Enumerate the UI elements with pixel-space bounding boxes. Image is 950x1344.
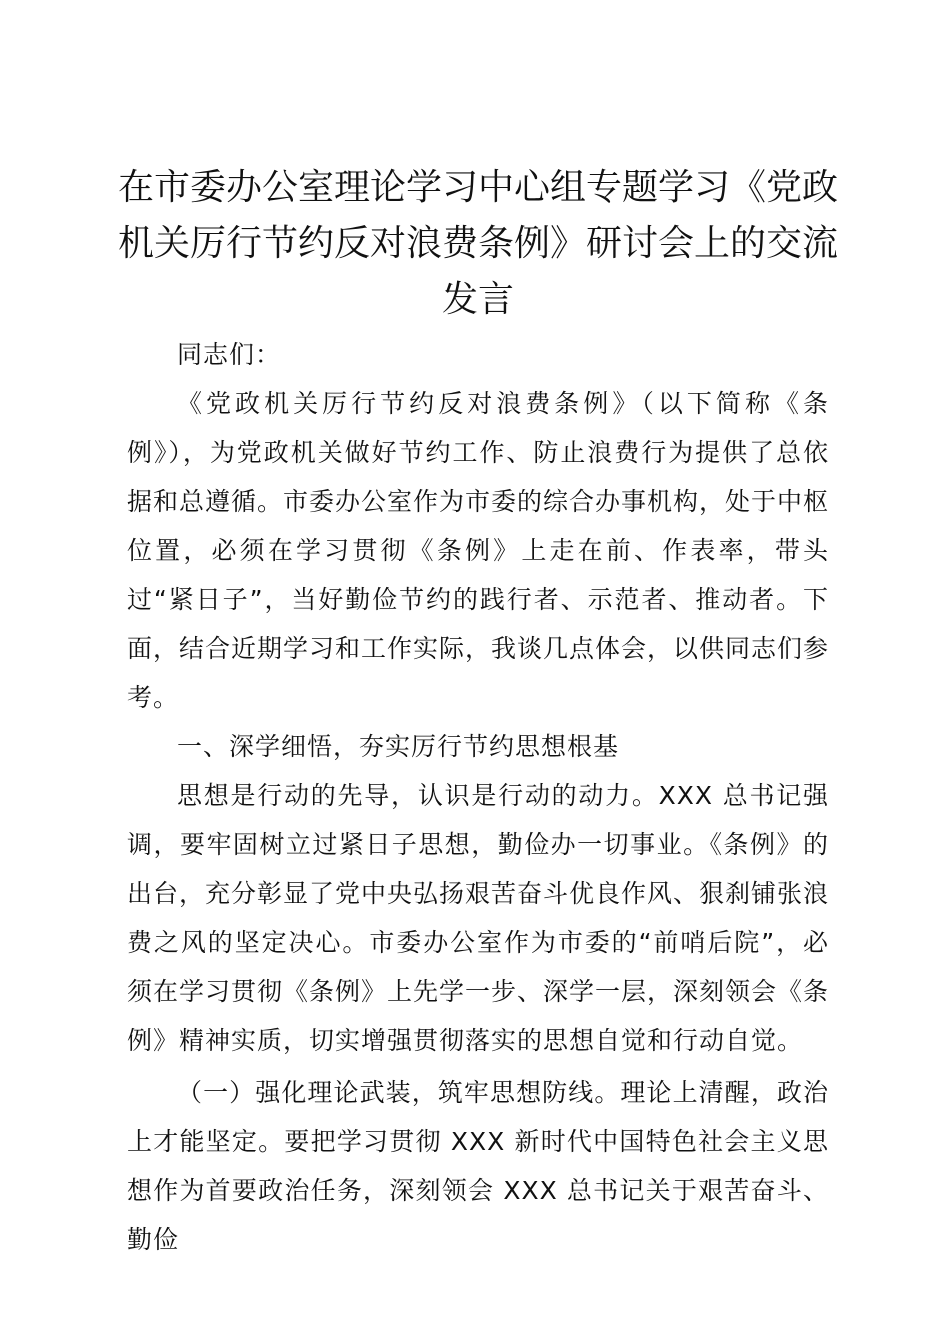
document-body <box>127 330 829 1264</box>
subsection-1-paragraph: （一）强化理论武装，筑牢思想防线。理论上清醒，政治上才能坚定。要把学习贯彻 XXX 新时代中国特色社会主义思想作为首要政治任务，深刻领会 XXX 总书记关于艰苦奋斗、勤俭 <box>127 1078 829 1254</box>
section-1-paragraph: 思想是行动的先导，认识是行动的动力。XXX 总书记强调，要牢固树立过紧日子思想，勤俭办一切事业。《条例》的出台，充分彰显了党中央弘扬艰苦奋斗优良作风、狠刹铺张浪费之风的坚定决心。市委办公室作为市委的“前哨后院”，必须在学习贯彻《条例》上先学一步、深学一层，深刻领会《条例》精神实质，切实增强贯彻落实的思想自觉和行动自觉。 <box>127 781 830 1055</box>
document-title: 在市委办公室理论学习中心组专题学习《党政机关厉行节约反对浪费条例》研讨会上的交流发言 <box>118 167 839 320</box>
intro-paragraph: 《党政机关厉行节约反对浪费条例》（以下简称《条例》），为党政机关做好节约工作、防止浪费行为提供了总依据和总遵循。市委办公室作为市委的综合办事机构，处于中枢位置，必须在学习贯彻《条例》上走在前、作表率，带头过“紧日子”，当好勤俭节约的践行者、示范者、推动者。下面，结合近期学习和工作实际，我谈几点体会，以供同志们参考。 <box>127 389 830 712</box>
section-heading-1: 一、深学细悟，夯实厉行节约思想根基 <box>177 732 620 761</box>
greeting: 同志们： <box>177 340 282 369</box>
